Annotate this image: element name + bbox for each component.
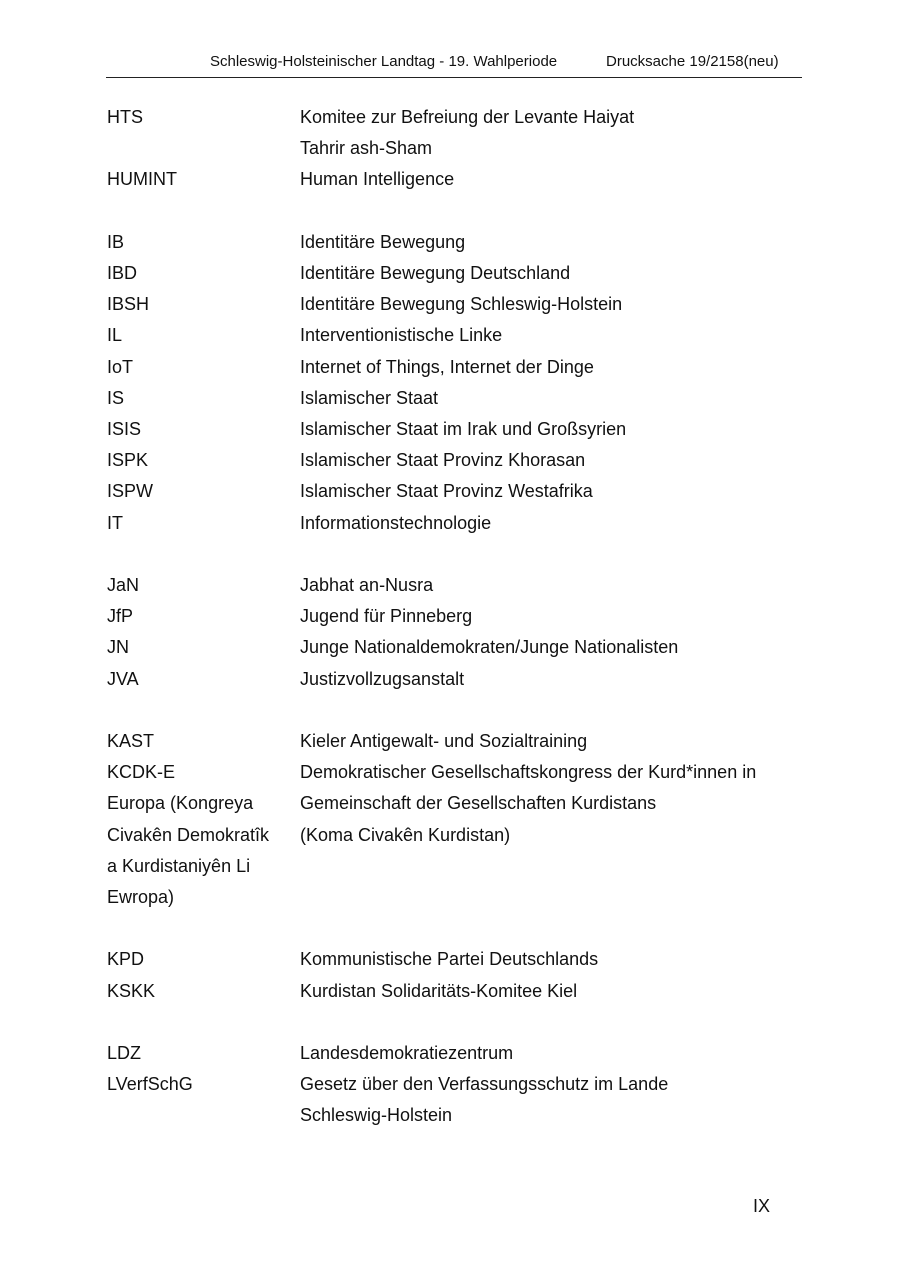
abbreviation-term: KPD (107, 949, 145, 970)
abbreviation-entry (107, 320, 787, 351)
abbreviation-entry (107, 164, 787, 195)
abbreviation-term: IB (107, 231, 125, 252)
abbreviation-entry (107, 383, 787, 414)
abbreviation-definition: Komitee zur Befreiung der Levante Haiyat Tahrir ash-Sham (300, 107, 635, 159)
abbreviation-term: JN (107, 637, 129, 658)
abbreviation-term: KCDK-E Europa (Kongreya Civakên Demokratîk a Kurdistaniyên Li Ewropa) (107, 762, 270, 908)
abbreviation-entry (107, 289, 787, 320)
abbreviation-term: KAST (107, 731, 155, 752)
abbreviation-definition: Landesdemokratiezentrum (300, 1043, 514, 1064)
abbreviation-definition: Islamischer Staat im Irak und Großsyrien (300, 419, 627, 440)
abbreviation-definition: Identitäre Bewegung Deutschland (300, 263, 571, 283)
page-header (106, 52, 802, 78)
abbreviation-definition: Jugend für Pinneberg (300, 606, 473, 627)
abbreviation-term: JaN (107, 575, 140, 596)
abbreviation-definition: Informationstechnologie (300, 512, 492, 533)
abbreviation-term: IBSH (107, 294, 150, 315)
abbreviation-entry (107, 352, 787, 383)
abbreviation-entry (107, 976, 787, 1007)
abbreviation-definition: Demokratischer Gesellschaftskongress der Kurd*innen in Gemeinschaft der Gesellschaften Kurdistans (Koma Civakên Kurdistan) (300, 762, 757, 845)
abbreviation-term: ISPK (107, 450, 149, 471)
abbreviation-term: IS (107, 387, 125, 408)
abbreviation-term: JVA (107, 668, 139, 689)
abbreviation-definition: Internet of Things, Internet der Dinge (300, 356, 594, 377)
abbreviation-entry (107, 476, 787, 507)
abbreviation-term: KSKK (107, 980, 156, 1001)
abbreviation-definition: Jabhat an-Nusra (300, 575, 434, 596)
abbreviation-entry (107, 944, 787, 975)
abbreviation-definition: Identitäre Bewegung Schleswig-Holstein (300, 294, 623, 315)
abbreviation-term: IoT (107, 356, 134, 377)
abbreviation-entry (107, 726, 787, 757)
abbreviation-term: IBD (107, 263, 138, 283)
header-title: Schleswig-Holsteinischer Landtag - 19. Wahlperiode (210, 53, 558, 70)
abbreviation-entry (107, 414, 787, 445)
abbreviation-entry (107, 445, 787, 476)
abbreviation-definition: Justizvollzugsanstalt (300, 668, 465, 689)
abbreviation-term: HUMINT (107, 169, 177, 190)
abbreviation-term: IT (107, 512, 123, 533)
abbreviation-definition: Islamischer Staat Provinz Westafrika (300, 481, 593, 502)
abbreviation-term: JfP (107, 606, 134, 627)
abbreviation-entry (107, 102, 787, 164)
abbreviation-term: LVerfSchG (107, 1074, 193, 1095)
abbreviation-definition: Junge Nationaldemokraten/Junge Nationalisten (300, 637, 679, 658)
page-number: IX (753, 1196, 771, 1216)
abbreviation-entry (107, 757, 787, 913)
abbreviation-entry (107, 664, 787, 695)
abbreviation-entry (107, 227, 787, 258)
header-document-number: Drucksache 19/2158(neu) (606, 53, 779, 70)
abbreviation-term: IL (107, 325, 123, 346)
abbreviation-term: HTS (107, 107, 143, 127)
abbreviation-definition: Identitäre Bewegung (300, 231, 466, 252)
abbreviation-entry (107, 1038, 787, 1069)
abbreviation-definition: Interventionistische Linke (300, 325, 503, 346)
abbreviation-entry (107, 632, 787, 663)
abbreviation-entry (107, 508, 787, 539)
abbreviation-definition: Gesetz über den Verfassungsschutz im Lande Schleswig-Holstein (300, 1074, 669, 1126)
abbreviation-term: ISIS (107, 419, 142, 440)
abbreviation-definition: Islamischer Staat (300, 387, 439, 408)
abbreviation-definition: Human Intelligence (300, 169, 455, 190)
abbreviation-definition: Kieler Antigewalt- und Sozialtraining (300, 731, 588, 752)
abbreviation-term: ISPW (107, 481, 154, 502)
abbreviation-term: LDZ (107, 1043, 142, 1064)
abbreviation-definition: Kommunistische Partei Deutschlands (300, 949, 599, 970)
abbreviation-definition: Islamischer Staat Provinz Khorasan (300, 450, 586, 471)
abbreviation-definition: Kurdistan Solidaritäts-Komitee Kiel (300, 980, 578, 1001)
abbreviation-list (107, 102, 787, 1132)
abbreviation-entry (107, 258, 787, 289)
abbreviation-entry (107, 601, 787, 632)
abbreviation-entry (107, 570, 787, 601)
abbreviation-entry (107, 1069, 787, 1131)
